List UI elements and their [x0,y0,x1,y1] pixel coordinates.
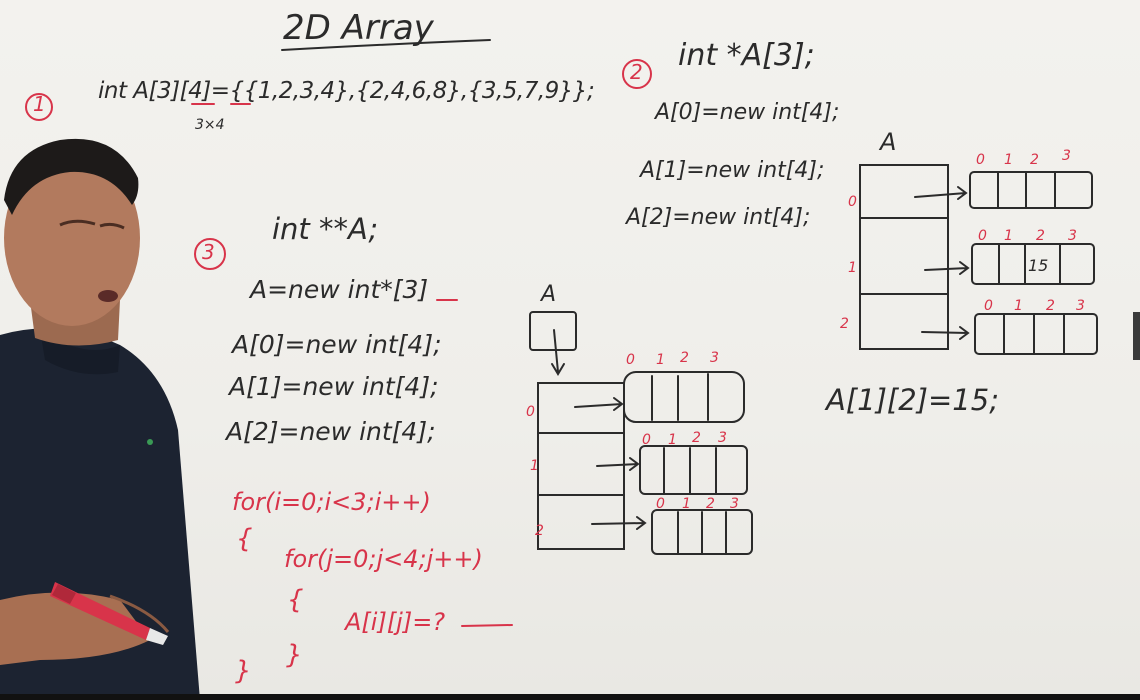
section-3-pointer-box [530,312,576,374]
title-underline [282,40,490,50]
section-3-arrow-2 [592,517,645,529]
section-2-r0-col-1: 1 [1004,152,1013,168]
section-3-r1-col-3: 3 [718,430,727,446]
section-3-declaration: int **A; [272,212,379,246]
section-2-r0-col-0: 0 [976,152,985,168]
section-1-size-note: 3×4 [195,117,225,133]
section-3-row-index-2: 2 [535,523,544,539]
section-3-r0-col-0: 0 [626,352,635,368]
section-1-circle [26,94,52,120]
section-1-declaration: int A[3][4]={{1,2,3,4},{2,4,6,8},{3,5,7,9}}; [98,78,595,104]
section-2-arrow-0 [915,187,966,199]
section-2-array-label: A [880,128,897,156]
section-2-assignment: A[1][2]=15; [826,383,999,417]
section-2-declaration: int *A[3]; [678,38,815,73]
board-title: 2D Array [283,8,434,48]
section-2-cell-value: 15 [1028,256,1049,275]
section-3-row-index-0: 0 [526,404,535,420]
section-2-row-index-1: 1 [848,260,857,276]
section-3-line-2: A[2]=new int[4]; [226,417,436,446]
section-3-r2-col-2: 2 [706,496,715,512]
side-tab [1133,312,1140,360]
section-3-r1-col-1: 1 [668,432,677,448]
section-3-alloc: A=new int*[3] [250,275,429,304]
section-2-r1-col-2: 2 [1036,228,1045,244]
section-2-r2-col-2: 2 [1046,298,1055,314]
section-3-r2-col-3: 3 [730,496,739,512]
bottom-bar [0,694,1140,700]
section-2-line-1: A[1]=new int[4]; [640,158,825,183]
section-2-r0-col-3: 3 [1062,148,1071,164]
section-2-r1-col-3: 3 [1068,228,1077,244]
section-3-circle [195,239,225,269]
section-3-brace-inner-open: { [287,585,304,615]
section-1-number: 1 [33,92,46,116]
section-2-row-index-2: 2 [840,316,849,332]
section-2-r2-col-3: 3 [1076,298,1085,314]
section-3-brace-outer-close: } [235,656,252,686]
section-2-row-0 [970,172,1092,208]
section-2-r2-col-1: 1 [1014,298,1023,314]
section-2-row-2 [975,314,1097,354]
section-2-r1-col-1: 1 [1004,228,1013,244]
section-3-line-0: A[0]=new int[4]; [232,330,442,359]
section-2-row-index-0: 0 [848,194,857,210]
section-2-arrow-1 [925,262,968,274]
section-2-r0-col-2: 2 [1030,152,1039,168]
section-2-number: 2 [630,60,643,84]
section-3-row-1 [640,446,747,494]
section-3-r0-col-3: 3 [710,350,719,366]
section-3-row-0 [624,372,744,422]
section-3-loop-outer: for(i=0;i<3;i++) [232,488,431,516]
section-2-r1-col-0: 0 [978,228,987,244]
section-3-loop-body: A[i][j]=? [345,608,446,636]
section-2-pointer-array [860,165,948,349]
section-3-r2-col-1: 1 [682,496,691,512]
section-3-loop-inner: for(j=0;j<4;j++) [284,545,483,573]
section-3-brace-outer-open: { [236,524,253,554]
section-2-r2-col-0: 0 [984,298,993,314]
section-2-circle [623,60,651,88]
section-3-number: 3 [202,240,215,264]
section-3-r1-col-0: 0 [642,432,651,448]
section-3-r0-col-1: 1 [656,352,665,368]
section-3-arrow-1 [597,458,638,470]
section-2-line-0: A[0]=new int[4]; [655,100,840,125]
section-3-line-1: A[1]=new int[4]; [229,372,439,401]
section-3-r0-col-2: 2 [680,350,689,366]
section-3-row-index-1: 1 [530,458,539,474]
section-3-brace-inner-close: } [286,640,303,670]
section-3-body-blank [462,625,512,626]
section-3-row-2 [652,510,752,554]
section-3-array-label: A [541,282,557,307]
section-3-r2-col-0: 0 [656,496,665,512]
section-2-arrow-2 [922,327,968,339]
section-3-r1-col-2: 2 [692,430,701,446]
section-2-line-2: A[2]=new int[4]; [626,205,811,230]
section-3-arrow-0 [575,398,622,410]
